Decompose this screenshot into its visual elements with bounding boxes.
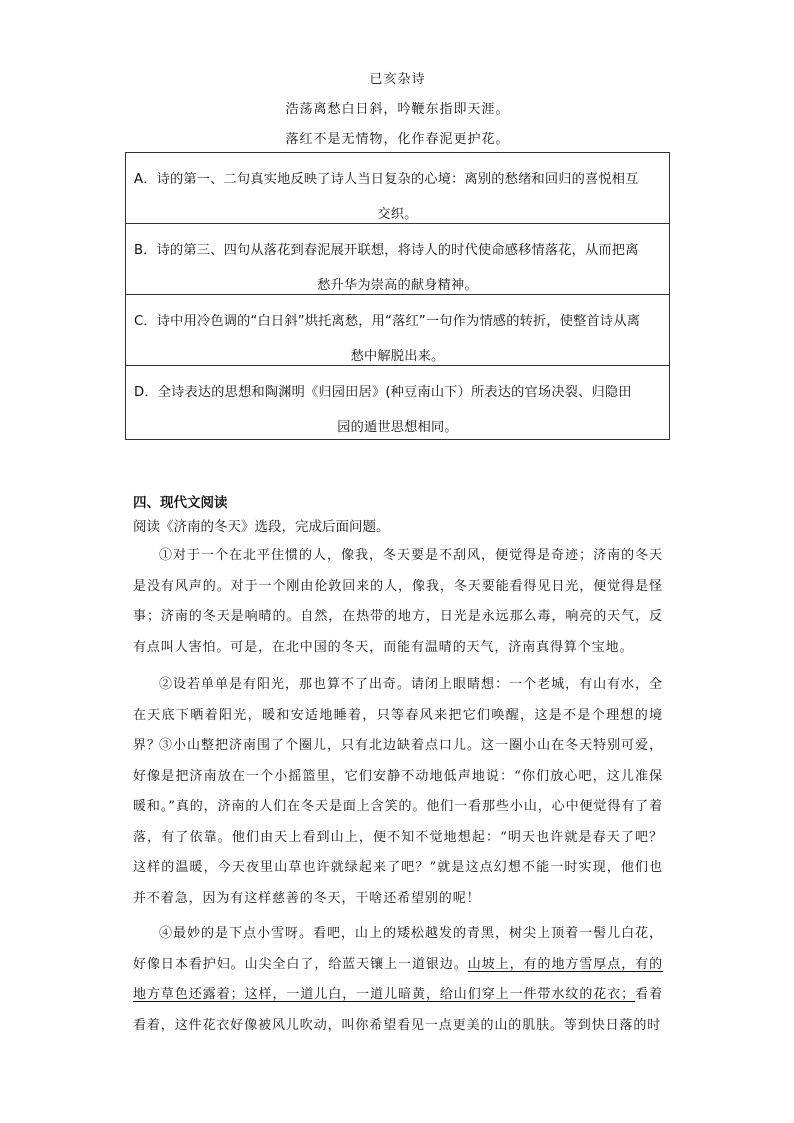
passage-paragraph-3 <box>133 731 663 915</box>
paragraph-4-part-a: ④最妙的是下点小雪呀。看吧，山上的矮松越发的青黑，树尖上顶着一髻儿白花，好像日本看护妇。山尖全白了，给蓝天镶上一道银边。 <box>133 926 663 972</box>
option-b-line-1: B．诗的第三、四句从落花到春泥展开联想，将诗人的时代使命感移情落花，从而把离 <box>134 243 639 258</box>
underlined-sentence: 山坡上，有的地方雪厚点，有的地方草色还露着；这样，一道儿白，一道儿暗黄，给山们穿上一件带水纹的花衣； <box>133 956 663 1003</box>
paragraph-3-text: ③小山整把济南围了个圈儿，只有北边缺着点口儿。这一圈小山在冬天特别可爱，好像是把济南放在一个小摇篮里，它们安静不动地低声地说：“你们放心吧，这儿准保暖和。”真的，济南的人们在冬天是面上含笑的。他们一看那些小山，心中便觉得有了着落，有了依靠。他们由天上看到山上，便不知不觉地想起：“明天也许就是春天了吧？这样的温暖，今天夜里山草也许就绿起来了吧？”就是这点幻想不能一时实现，他们也并不着急，因为有这样慈善的冬天，干啥还希望别的呢！ <box>133 738 663 906</box>
paragraph-1-text: ①对于一个在北平住惯的人，像我，冬天要是不刮风，便觉得是奇迹；济南的冬天是没有风声的。对于一个刚由伦敦回来的人，像我，冬天要能看得见日光，便觉得是怪事；济南的冬天是响晴的。自然，在热带的地方，日光是永远那么毒，响亮的天气，反有点叫人害怕。可是，在北中国的冬天，而能有温晴的天气，济南真得算个宝地。 <box>133 548 663 655</box>
passage-paragraph-1 <box>133 541 663 663</box>
option-a[interactable] <box>126 153 669 224</box>
option-a-line-2: 交织。 <box>377 207 418 222</box>
poem-line-1: 浩荡离愁白日斜，吟鞭东指即天涯。 <box>285 102 510 117</box>
poem-line-2: 落红不是无情物，化作春泥更护花。 <box>285 132 510 147</box>
options-table <box>125 152 670 440</box>
option-d[interactable] <box>126 366 669 439</box>
paragraph-4-text <box>133 919 663 1041</box>
reading-instruction: 阅读《济南的冬天》选段，完成后面问题。 <box>133 519 390 535</box>
option-b-line-2: 愁升华为崇高的献身精神。 <box>317 278 478 293</box>
option-c[interactable] <box>126 295 669 366</box>
option-c-line-2: 愁中解脱出来。 <box>350 349 445 364</box>
option-d-line-1: D．全诗表达的思想和陶渊明《归园田居》(种豆南山下）所表达的官场决裂、归隐田 <box>134 385 632 400</box>
poem-title: 已亥杂诗 <box>369 72 426 87</box>
passage-paragraph-4 <box>133 919 663 1041</box>
option-a-line-1: A．诗的第一、二句真实地反映了诗人当日复杂的心境：离别的愁绪和回归的喜悦相互 <box>134 172 639 187</box>
paragraph-4-part-b: 看着看着，这件花衣好像被风儿吹动，叫你希望看见一点更美的山的肌肤。等到快日落的时 <box>133 987 663 1033</box>
option-c-line-1: C．诗中用冷色调的“白日斜”烘托离愁，用“落红”一句作为情感的转折，使整首诗从离 <box>134 314 641 329</box>
paragraph-2-text: ②设若单单是有阳光，那也算不了出奇。请闭上眼睛想：一个老城，有山有水，全在天底下晒着阳光，暖和安适地睡着，只等春风来把它们唤醒，这是不是个理想的境界？ <box>133 677 663 754</box>
option-d-line-2: 园的遁世思想相同。 <box>337 420 458 435</box>
option-b[interactable] <box>126 224 669 295</box>
section-title: 四、现代文阅读 <box>133 495 228 511</box>
